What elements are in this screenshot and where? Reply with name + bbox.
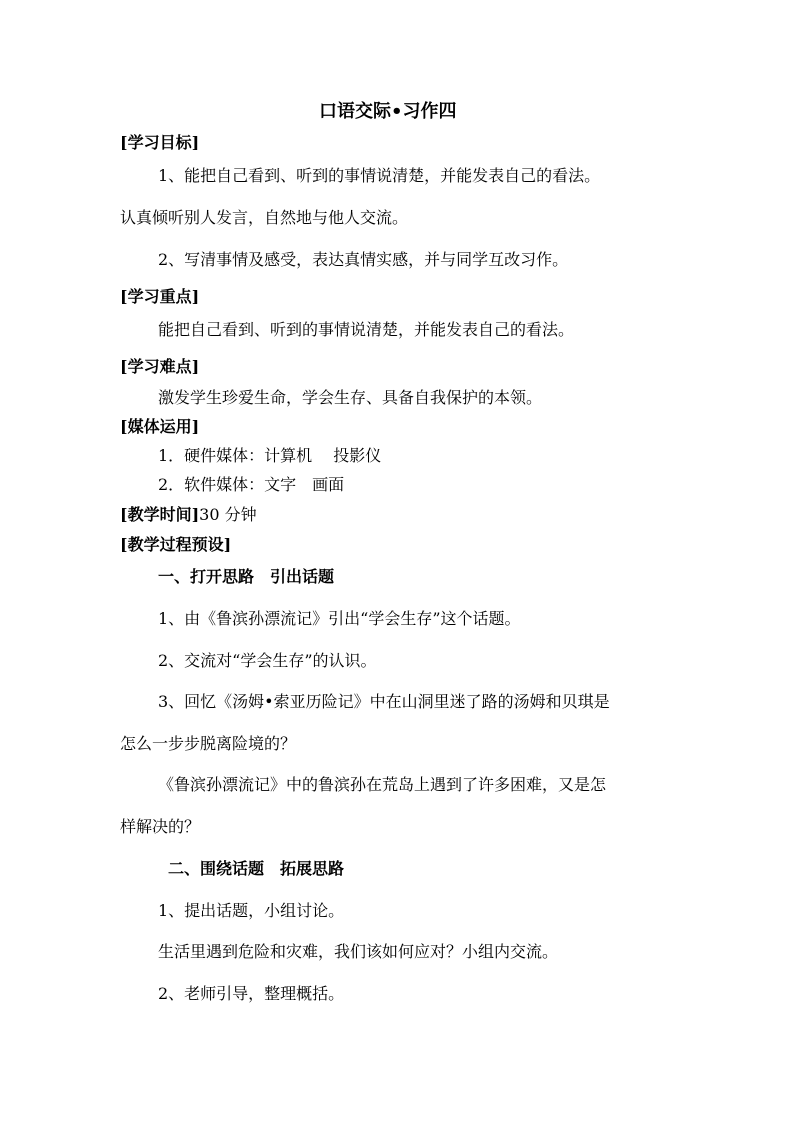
key-points-heading: [学习重点] (120, 287, 200, 306)
section-1-item-2: 2、交流对“学会生存”的认识。 (158, 651, 377, 670)
section-1-title: 一、打开思路 引出话题 (158, 567, 335, 586)
objective-1-line-2: 认真倾听别人发言，自然地与他人交流。 (120, 208, 409, 227)
media-hardware: 1．硬件媒体：计算机 投影仪 (158, 446, 382, 465)
document-title: 口语交际•习作四 (319, 101, 457, 122)
media-heading: [媒体运用] (120, 417, 200, 436)
section-2-title: 二、围绕话题 拓展思路 (168, 859, 345, 878)
objectives-heading: [学习目标] (120, 133, 200, 152)
time-heading: [教学时间] (120, 505, 200, 524)
difficulty-text: 激发学生珍爱生命，学会生存、具备自我保护的本领。 (158, 388, 543, 407)
teaching-time (120, 505, 257, 525)
process-heading: [教学过程预设] (120, 535, 232, 554)
difficulty-heading: [学习难点] (120, 357, 200, 376)
key-points-text: 能把自己看到、听到的事情说清楚，并能发表自己的看法。 (158, 320, 575, 339)
section-1-item-3-line-4: 样解决的？ (120, 817, 201, 836)
section-2-item-1-text: 生活里遇到危险和灾难，我们该如何应对？小组内交流。 (158, 942, 559, 961)
section-1-item-1: 1、由《鲁滨孙漂流记》引出“学会生存”这个话题。 (158, 609, 521, 628)
time-value: 30 分钟 (199, 505, 257, 524)
section-2-item-1: 1、提出话题，小组讨论。 (158, 901, 345, 920)
section-1-item-3-line-2: 怎么一步步脱离险境的？ (120, 734, 297, 753)
section-1-item-3-line-1: 3、回忆《汤姆•索亚历险记》中在山洞里迷了路的汤姆和贝琪是 (158, 692, 610, 711)
objective-2: 2、写清事情及感受，表达真情实感，并与同学互改习作。 (158, 250, 569, 269)
media-software: 2．软件媒体：文字 画面 (158, 475, 345, 494)
section-1-item-3-line-3: 《鲁滨孙漂流记》中的鲁滨孙在荒岛上遇到了许多困难，又是怎 (158, 775, 607, 794)
section-2-item-2: 2、老师引导，整理概括。 (158, 984, 345, 1003)
objective-1-line-1: 1、能把自己看到、听到的事情说清楚，并能发表自己的看法。 (158, 166, 601, 185)
